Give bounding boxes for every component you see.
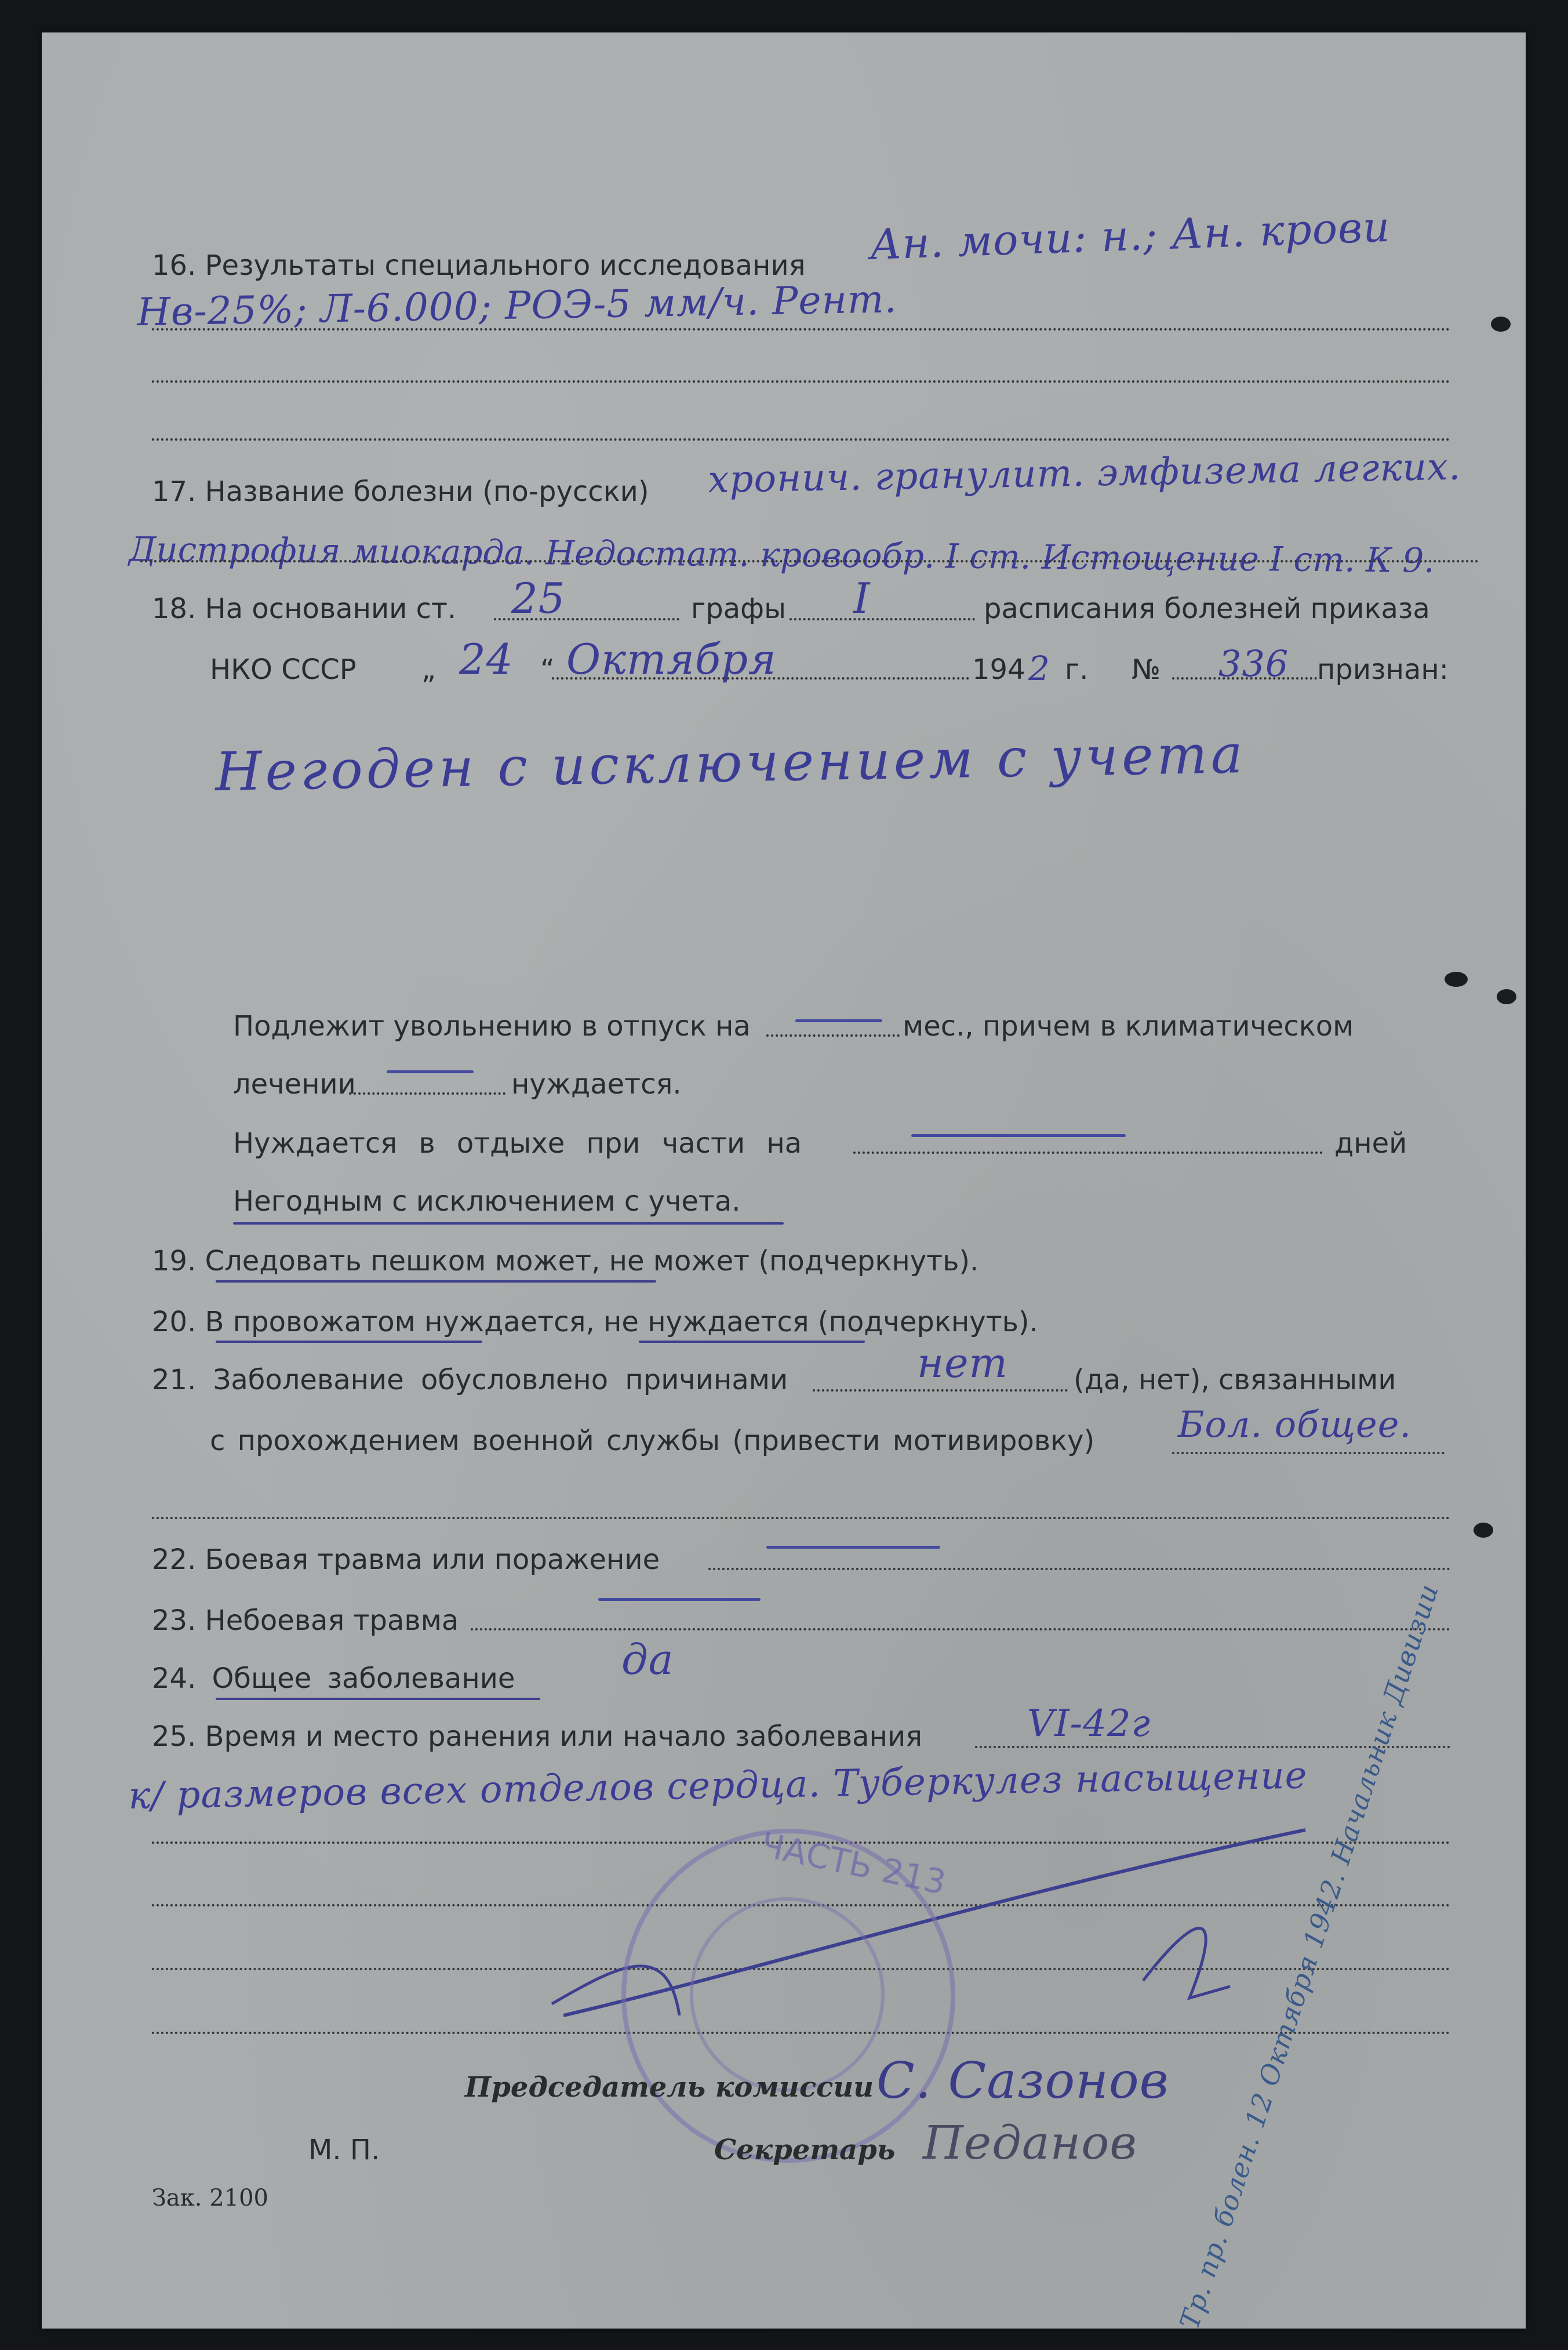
- item-24-label: 24. Общее заболевание: [152, 1662, 515, 1695]
- item-18-verdict: Негоден с исключением с учета: [214, 722, 1247, 803]
- leave-line1-b: мес., причем в климатическом: [903, 1010, 1354, 1043]
- item-20: 20. В провожатом нуждается, не нуждается (подчеркнуть).: [152, 1306, 1038, 1338]
- item-18-line2-b: признан:: [1317, 653, 1449, 686]
- item-23: 23. Небоевая травма: [152, 1604, 459, 1637]
- item-16-handwriting-2: Нв-25%; Л-6.000; РОЭ-5 мм/ч. Рент.: [136, 277, 898, 335]
- item-18-line2-a: НКО СССР: [210, 653, 356, 686]
- item-24-answer: да: [621, 1635, 674, 1684]
- item-16-handwriting-1: Ан. мочи: н.; Ан. крови: [869, 202, 1391, 269]
- item-25-label: 25. Время и место ранения или начало заболевания: [152, 1720, 923, 1753]
- item-18-line1-c: расписания болезней приказа: [984, 593, 1430, 625]
- item-21-line2: с прохождением военной службы (привести мотивировку): [210, 1425, 1095, 1457]
- item-17-handwriting-1: хронич. гранулит. эмфизема легких.: [707, 445, 1461, 502]
- item-18-line1-b: графы: [691, 593, 787, 625]
- item-21-answer: нет: [917, 1339, 1008, 1387]
- item-18-line1-a: 18. На основании ст.: [152, 593, 457, 625]
- item-25-handwriting: к/ размеров всех отделов сердца. Туберкулез насыщение: [128, 1754, 1308, 1818]
- secretary-signature: Педанов: [923, 2116, 1137, 2170]
- item-18-close-quote: “: [540, 653, 555, 686]
- rest-line-a: Нуждается в отдыхе при части на: [233, 1127, 802, 1160]
- item-18-day: 24: [459, 635, 514, 684]
- item-17-label: 17. Название болезни (по-русски): [152, 475, 649, 508]
- order-reference: Зак. 2100: [152, 2185, 268, 2211]
- item-21-line1-a: 21. Заболевание обусловлено причинами: [152, 1364, 788, 1396]
- chairman-label: Председатель комиссии: [465, 2071, 874, 2104]
- item-18-order-number: 336: [1218, 642, 1289, 685]
- leave-line2-a: лечении: [233, 1068, 356, 1100]
- leave-line1-a: Подлежит увольнению в отпуск на: [233, 1010, 751, 1043]
- item-18-year-prefix: 194: [972, 653, 1025, 686]
- item-22: 22. Боевая травма или поражение: [152, 1543, 660, 1576]
- unfit-line: Негодным с исключением с учета.: [233, 1185, 741, 1218]
- item-16-label: 16. Результаты специального исследования: [152, 249, 806, 282]
- rest-line-b: дней: [1334, 1127, 1407, 1160]
- item-21-motivation: Бол. общее.: [1178, 1403, 1412, 1445]
- item-18-year-suffix: г.: [1065, 653, 1089, 686]
- item-17-handwriting-2: Дистрофия миокарда. Недостат. кровообр. I ст. Истощение I ст. К 9.: [128, 529, 1435, 580]
- stamp-text: ЧАСТЬ 213: [757, 1825, 949, 1902]
- chairman-signature: С. Сазонов: [876, 2052, 1169, 2110]
- round-stamp: [621, 1825, 955, 2166]
- item-18-number-sign: №: [1132, 653, 1160, 686]
- item-18-article: 25: [511, 574, 566, 623]
- secretary-label: Секретарь: [714, 2134, 896, 2166]
- document-sheet: [42, 32, 1526, 2333]
- item-18-column: I: [853, 574, 871, 623]
- item-25-answer: VI-42г: [1027, 1702, 1151, 1745]
- item-19: 19. Следовать пешком может, не может (подчеркнуть).: [152, 1245, 979, 1277]
- item-18-open-quote: „: [421, 653, 436, 686]
- item-21-line1-b: (да, нет), связанными: [1074, 1364, 1396, 1396]
- seal-label: М. П.: [308, 2134, 380, 2166]
- margin-note: Тр. пр. болен. 12 Октября 1942. Начальник Дивизии: [1173, 1579, 1445, 2333]
- item-18-month: Октября: [566, 635, 777, 684]
- leave-line2-b: нуждается.: [511, 1068, 682, 1100]
- item-18-year-digit: 2: [1028, 649, 1050, 688]
- stamp-inner-ring: [690, 1897, 885, 2092]
